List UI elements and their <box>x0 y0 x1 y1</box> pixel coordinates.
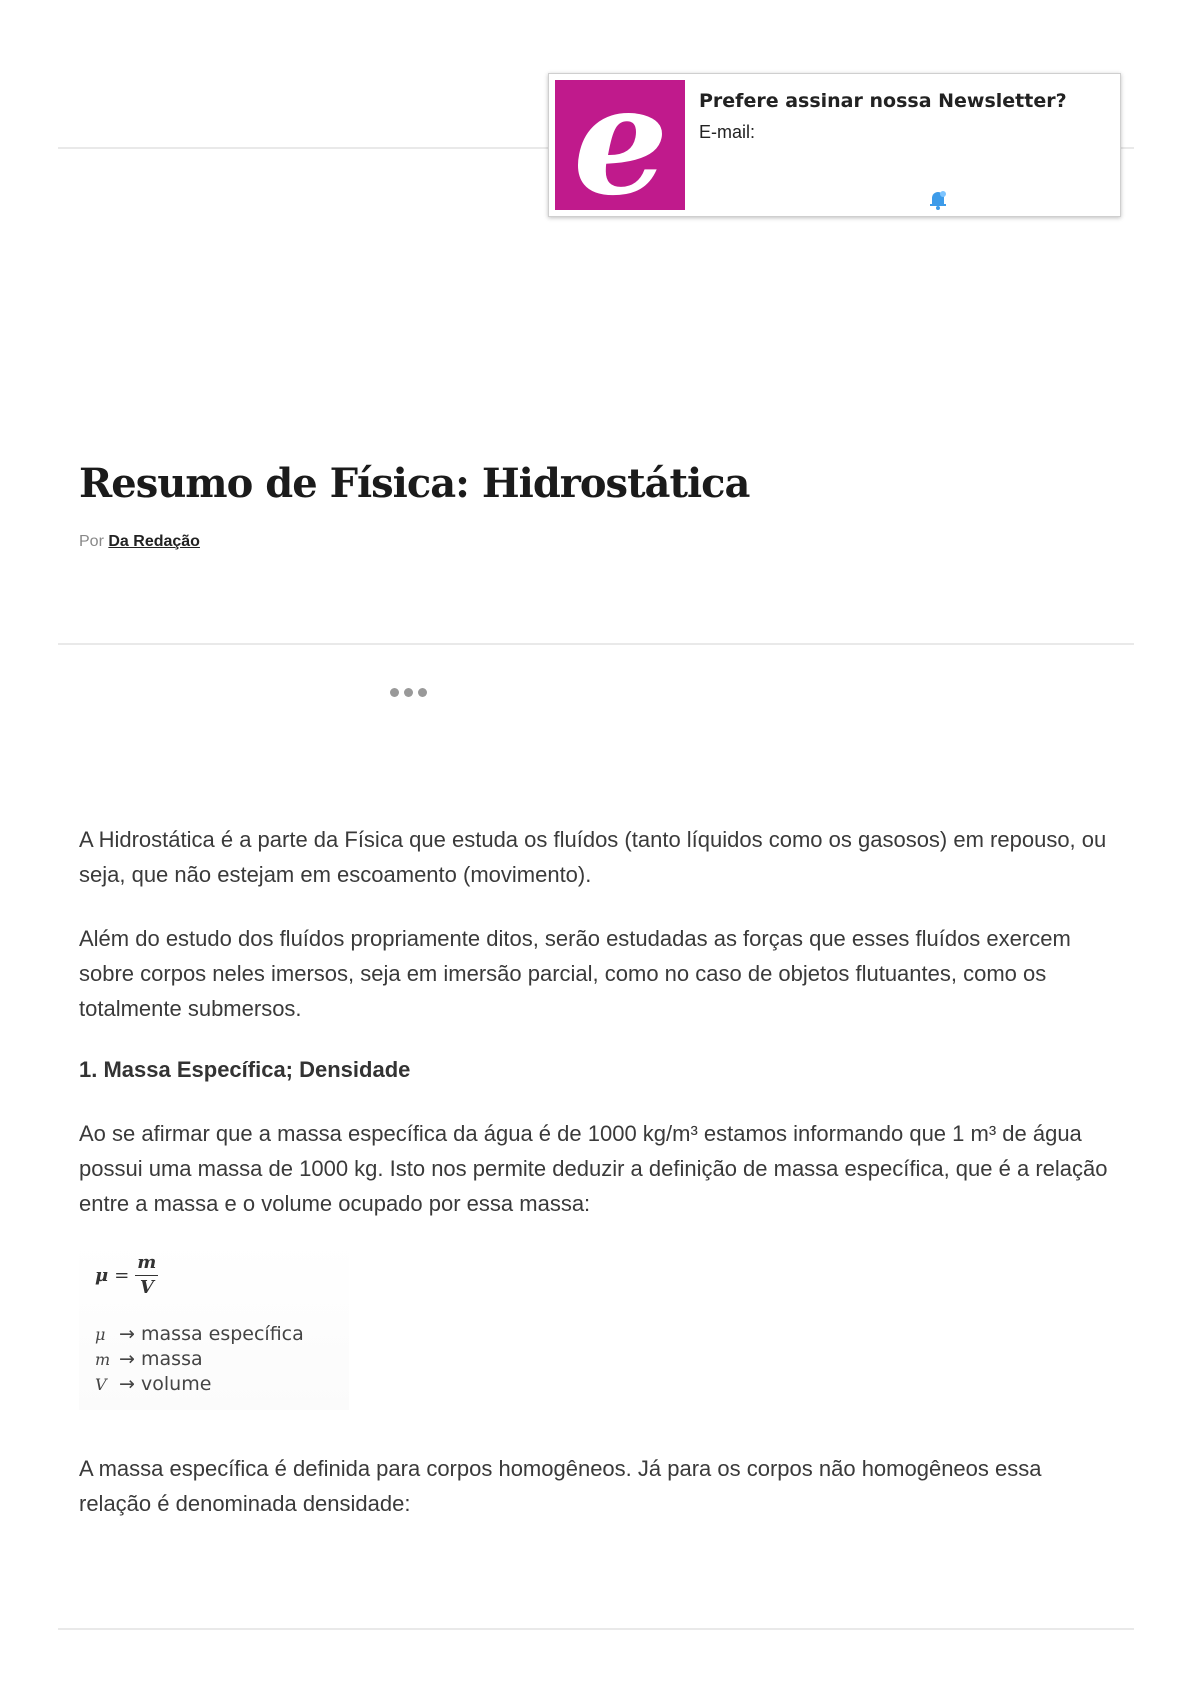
legend-row: μ → massa específica <box>95 1323 304 1345</box>
loading-dot <box>404 688 413 697</box>
footer-divider <box>58 1628 1134 1630</box>
formula-image <box>79 1240 349 1410</box>
formula-fraction <box>135 1254 158 1297</box>
article-title: Resumo de Física: Hidrostática <box>79 460 750 507</box>
section-heading: 1. Massa Específica; Densidade <box>79 1057 411 1082</box>
legend-row: V → volume <box>95 1373 212 1395</box>
paragraph-intro: A Hidrostática é a parte da Física que estuda os fluídos (tanto líquidos como os gasosos) em repouso, ou seja, que não estejam em escoamento (movimento). <box>79 827 1107 887</box>
density-formula <box>95 1254 158 1297</box>
title-divider <box>58 643 1134 645</box>
formula-lhs: μ <box>95 1265 109 1286</box>
loading-dot <box>418 688 427 697</box>
byline <box>79 533 200 551</box>
author-link[interactable]: Da Redação <box>108 533 200 550</box>
formula-legend <box>95 1322 304 1397</box>
paragraph-forces: Além do estudo dos fluídos propriamente ditos, serão estudadas as forças que esses fluídos exercem sobre corpos neles imersos, seja em imersão parcial, como no caso de objetos flutuantes, como os totalmente submersos. <box>79 926 1071 1021</box>
brand-logo: e <box>555 80 685 210</box>
legend-row: m → massa <box>95 1348 203 1370</box>
newsletter-title: Prefere assinar nossa Newsletter? <box>699 90 1067 112</box>
formula-equals: = <box>114 1265 130 1286</box>
formula-denominator: V <box>139 1277 154 1298</box>
email-label: E-mail: <box>699 122 756 142</box>
paragraph-definition: Ao se afirmar que a massa específica da água é de 1000 kg/m³ estamos informando que 1 m³ de água possui uma massa de 1000 kg. Isto nos permite deduzir a definição de massa específica, que é a relação entre a massa e o volume ocupado por essa massa: <box>79 1121 1108 1216</box>
loading-dot <box>390 688 399 697</box>
byline-prefix: Por <box>79 533 104 550</box>
paragraph-density: A massa específica é definida para corpos homogêneos. Já para os corpos não homogêneos essa relação é denominada densidade: <box>79 1456 1042 1516</box>
bell-icon[interactable] <box>927 188 949 210</box>
newsletter-popup[interactable] <box>548 53 1121 229</box>
formula-numerator: m <box>135 1254 158 1276</box>
loading-indicator <box>390 688 427 697</box>
